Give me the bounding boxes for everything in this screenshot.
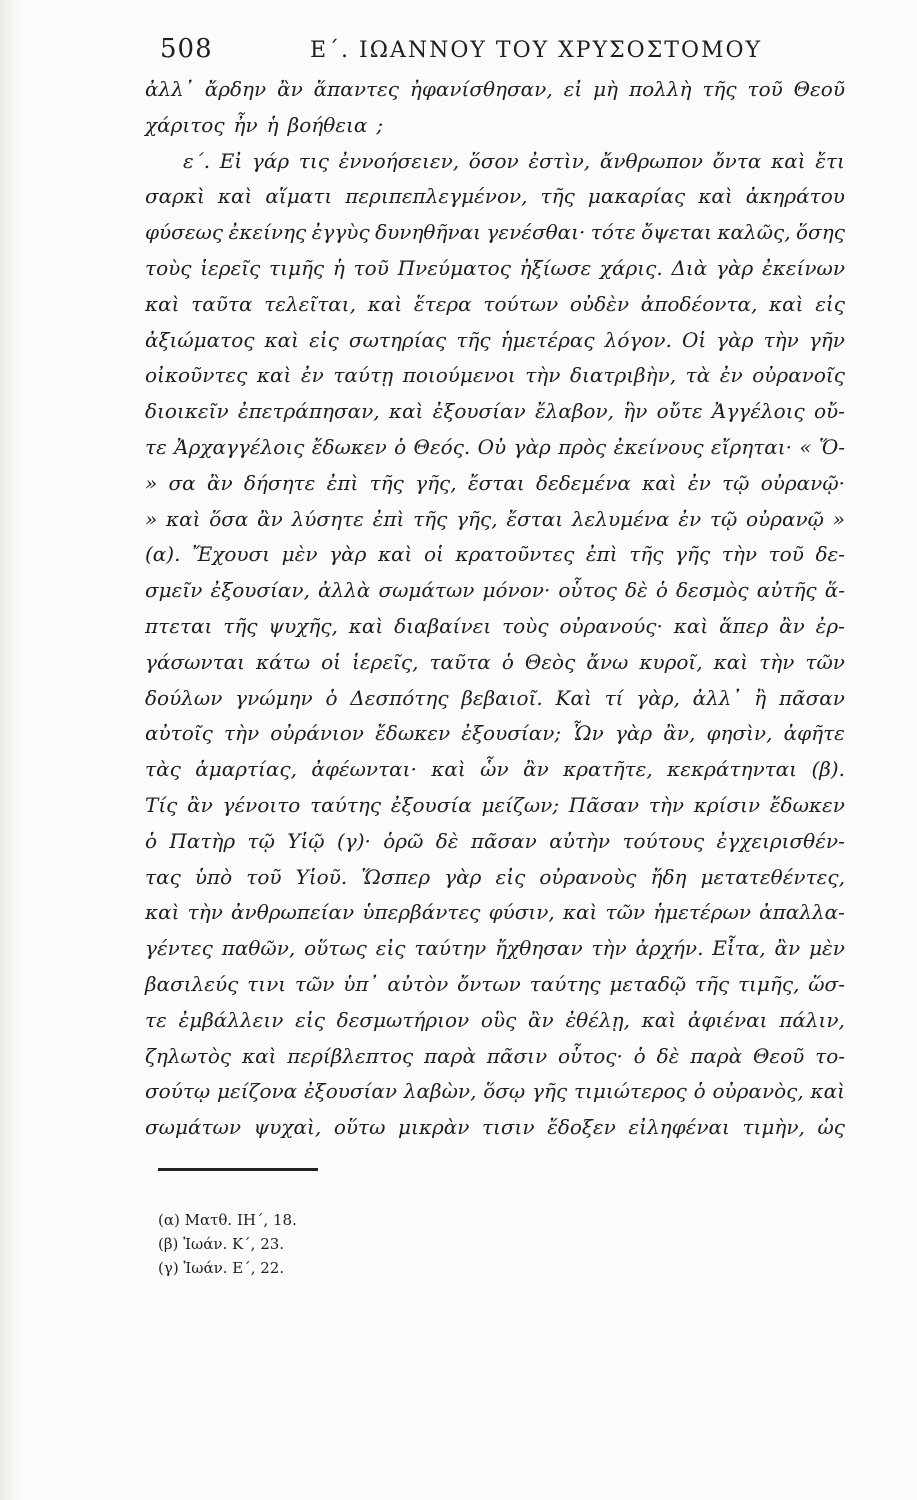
text-line: γέντες παθῶν, οὕτως εἰς ταύτην ἤχθησαν τὴν ἀρχήν. Εἶτα, ἂν μὲν	[145, 936, 845, 961]
text-line: αὐτοῖς τὴν οὐράνιον ἔδωκεν ἐξουσίαν; Ὧν γὰρ ἂν, φησὶν, ἀφῆτε	[145, 721, 845, 746]
text-line: οἰκοῦντες καὶ ἐν ταύτῃ ποιούμενοι τὴν διατριβὴν, τὰ ἐν οὐρανοῖς	[145, 363, 845, 388]
text-line: τοὺς ἱερεῖς τιμῆς ἡ τοῦ Πνεύματος ἠξίωσε χάρις. Διὰ γὰρ ἐκείνων	[145, 255, 845, 280]
running-title: Ε΄. ΙΩΑΝΝΟΥ ΤΟΥ ΧΡΥΣΟΣΤΟΜΟΥ	[310, 38, 763, 63]
text-line: καὶ τὴν ἀνθρωπείαν ὑπερβάντες φύσιν, καὶ τῶν ἡμετέρων ἀπαλλα-	[145, 900, 845, 925]
text-line: καὶ ταῦτα τελεῖται, καὶ ἕτερα τούτων οὐδὲν ἀποδέοντα, καὶ εἰς	[145, 291, 845, 316]
text-line: βασιλεύς τινι τῶν ὑπ᾽ αὐτὸν ὄντων ταύτης μεταδῷ τῆς τιμῆς, ὥσ-	[145, 971, 845, 996]
text-line: » καὶ ὅσα ἂν λύσητε ἐπὶ τῆς γῆς, ἔσται λελυμένα ἐν τῷ οὐρανῷ »	[145, 506, 845, 531]
text-line: τε Ἀρχαγγέλοις ἔδωκεν ὁ Θεός. Οὐ γὰρ πρὸς ἐκείνους εἴρηται· « Ὅ-	[145, 434, 845, 459]
text-line: (α). Ἔχουσι μὲν γὰρ καὶ οἱ κρατοῦντες ἐπὶ τῆς γῆς τὴν τοῦ δε-	[145, 542, 845, 567]
text-line: διοικεῖν ἐπετράπησαν, καὶ ἐξουσίαν ἔλαβον, ἣν οὔτε Ἀγγέλοις οὔ-	[145, 399, 845, 424]
footnote: (α) Ματθ. ΙΗ΄, 18.	[158, 1211, 297, 1229]
text-line: ζηλωτὸς καὶ περίβλεπτος παρὰ πᾶσιν οὗτος· ὁ δὲ παρὰ Θεοῦ το-	[145, 1043, 845, 1068]
text-line: δούλων γνώμην ὁ Δεσπότης βεβαιοῖ. Καὶ τί γὰρ, ἀλλ᾽ ἢ πᾶσαν	[145, 685, 845, 710]
footnote: (γ) Ἰωάν. Ε΄, 22.	[158, 1259, 285, 1277]
text-line: φύσεως ἐκείνης ἐγγὺς δυνηθῆναι γενέσθαι· τότε ὄψεται καλῶς, ὅσης	[145, 220, 845, 245]
footnote-rule	[158, 1168, 318, 1171]
page-gutter-shadow	[0, 0, 22, 1500]
text-line: ὁ Πατὴρ τῷ Υἱῷ (γ)· ὁρῶ δὲ πᾶσαν αὐτὴν τούτους ἐγχειρισθέν-	[145, 828, 845, 853]
page-number: 508	[160, 34, 213, 64]
text-line: χάριτος ἦν ἡ βοήθεια ;	[145, 112, 384, 137]
text-line: ε΄. Εἰ γάρ τις ἐννοήσειεν, ὅσον ἐστὶν, ἄνθρωπον ὄντα καὶ ἔτι	[183, 148, 845, 173]
text-line: Τίς ἂν γένοιτο ταύτης ἐξουσία μείζων; Πᾶσαν τὴν κρίσιν ἔδωκεν	[145, 792, 845, 817]
text-line: σμεῖν ἐξουσίαν, ἀλλὰ σωμάτων μόνον· οὗτος δὲ ὁ δεσμὸς αὐτῆς ἅ-	[145, 578, 845, 603]
text-line: τὰς ἁμαρτίας, ἀφέωνται· καὶ ὧν ἂν κρατῆτε, κεκράτηνται (β).	[145, 757, 845, 782]
page-header	[160, 34, 840, 74]
text-line: τας ὑπὸ τοῦ Υἱοῦ. Ὥσπερ γὰρ εἰς οὐρανοὺς ἤδη μετατεθέντες,	[145, 864, 845, 889]
text-line: πτεται τῆς ψυχῆς, καὶ διαβαίνει τοὺς οὐρανούς· καὶ ἅπερ ἂν ἐρ-	[145, 613, 845, 638]
body-text	[145, 72, 845, 1146]
text-line: γάσωνται κάτω οἱ ἱερεῖς, ταῦτα ὁ Θεὸς ἄνω κυροῖ, καὶ τὴν τῶν	[145, 649, 845, 674]
footnotes	[158, 1208, 297, 1280]
text-line: ἀξιώματος καὶ εἰς σωτηρίας τῆς ἡμετέρας λόγον. Οἱ γὰρ τὴν γῆν	[145, 327, 845, 352]
text-line: σωμάτων ψυχαὶ, οὕτω μικρὰν τισιν ἔδοξεν εἰληφέναι τιμὴν, ὡς	[145, 1115, 845, 1140]
text-line: σούτῳ μείζονα ἐξουσίαν λαβὼν, ὅσῳ γῆς τιμιώτερος ὁ οὐρανὸς, καὶ	[145, 1079, 845, 1104]
footnote: (β) Ἰωάν. Κ΄, 23.	[158, 1235, 285, 1253]
text-line: » σα ἂν δήσητε ἐπὶ τῆς γῆς, ἔσται δεδεμένα καὶ ἐν τῷ οὐρανῷ·	[145, 470, 845, 495]
text-line: τε ἐμβάλλειν εἰς δεσμωτήριον οὓς ἂν ἐθέλῃ, καὶ ἀφιέναι πάλιν,	[145, 1007, 845, 1032]
text-line: ἀλλ᾽ ἄρδην ἂν ἅπαντες ἠφανίσθησαν, εἰ μὴ πολλὴ τῆς τοῦ Θεοῦ	[145, 77, 845, 101]
text-line: σαρκὶ καὶ αἵματι περιπεπλεγμένον, τῆς μακαρίας καὶ ἀκηράτου	[145, 184, 845, 209]
